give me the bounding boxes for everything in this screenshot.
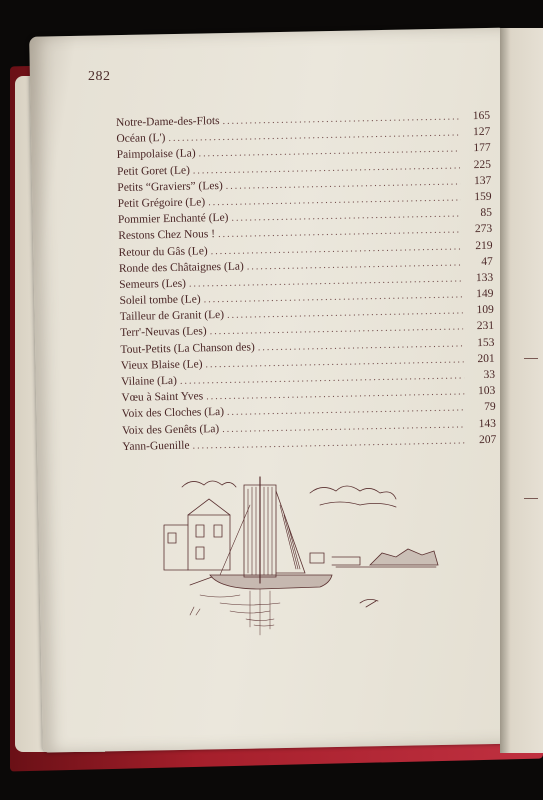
toc-leader-dots [206, 387, 464, 403]
toc-leader-dots [199, 144, 460, 160]
toc-entry-title: Voix des Genêts (La) [121, 422, 220, 437]
toc-entry-title: Tailleur de Granit (Le) [119, 309, 225, 324]
toc-entry-page: 109 [476, 304, 494, 317]
toc-leader-dots [211, 241, 462, 257]
toc-entry-page: 149 [476, 287, 494, 301]
toc-entry-page: 219 [475, 239, 493, 252]
toc-entry-title: Vieux Blaise (Le) [120, 358, 203, 372]
toc-entry-page: 137 [473, 174, 492, 187]
toc-leader-dots [222, 419, 465, 435]
toc-entry-page: 133 [475, 271, 494, 284]
toc-leader-dots [227, 403, 465, 419]
toc-entry-page: 127 [472, 126, 491, 139]
toc-leader-dots [258, 338, 464, 353]
toc-entry-page: 103 [477, 384, 496, 398]
toc-entry-title: Terr'-Neuvas (Les) [120, 325, 207, 340]
toc-entry-page: 225 [473, 158, 492, 171]
toc-entry-title: Restons Chez Nous ! [118, 228, 216, 243]
toc-entry-title: Notre-Dame-des-Flots [116, 115, 220, 129]
toc-entry-page: 201 [477, 352, 495, 365]
page-number: 282 [88, 69, 111, 84]
toc-leader-dots [208, 192, 461, 208]
toc-entry-page: 85 [480, 206, 493, 220]
toc-entry-title: Tout-Petits (La Chanson des) [120, 341, 255, 356]
toc-entry-page: 79 [484, 401, 496, 414]
toc-entry-title: Ronde des Châtaignes (La) [118, 260, 244, 275]
facing-page-rule [524, 358, 538, 359]
toc-entry-title: Petits “Graviers” (Les) [117, 179, 223, 194]
toc-entry-page: 207 [478, 433, 497, 446]
table-of-contents [116, 110, 496, 457]
toc-entry-title: Soleil tombe (Le) [119, 293, 201, 308]
toc-entry-page: 143 [478, 417, 497, 430]
toc-entry-title: Semeurs (Les) [119, 277, 187, 291]
toc-entry-page: 47 [481, 255, 493, 268]
toc-leader-dots [231, 209, 461, 224]
toc-entry-title: Voix des Cloches (La) [121, 406, 225, 421]
toc-leader-dots [205, 354, 463, 370]
toc-entry-page: 153 [477, 336, 495, 349]
toc-entry-page: 159 [474, 190, 492, 204]
toc-entry-title: Océan (L') [116, 132, 166, 146]
facing-page-edge [500, 28, 543, 753]
toc-entry-page: 273 [474, 223, 493, 236]
toc-entry-title: Pommier Enchanté (Le) [117, 211, 229, 227]
toc-leader-dots [193, 160, 460, 176]
toc-leader-dots [210, 322, 464, 338]
toc-entry-title: Vilaine (La) [120, 374, 178, 388]
toc-leader-dots [226, 176, 461, 192]
toc-entry-title: Vœu à Saint Yves [121, 390, 204, 405]
toc-entry-title: Petit Goret (Le) [116, 164, 190, 178]
toc-entry-page: 177 [473, 142, 491, 155]
toc-leader-dots [204, 289, 463, 305]
toc-entry-title: Yann-Guenille [122, 439, 190, 453]
toc-entry-page: 231 [476, 320, 495, 333]
toc-entry-page: 165 [472, 109, 491, 123]
toc-leader-dots [227, 306, 463, 322]
toc-entry-title: Paimpolaise (La) [116, 147, 196, 162]
facing-page-rule [524, 498, 538, 499]
toc-leader-dots [247, 257, 462, 272]
toc-entry-title: Retour du Gâs (Le) [118, 244, 208, 259]
toc-leader-dots [222, 111, 459, 127]
toc-entry-title: Petit Grégoire (Le) [117, 196, 206, 210]
toc-entry-page: 33 [483, 368, 496, 381]
toc-leader-dots [218, 225, 461, 241]
harbor-sailboat-engraving-icon [160, 465, 440, 645]
